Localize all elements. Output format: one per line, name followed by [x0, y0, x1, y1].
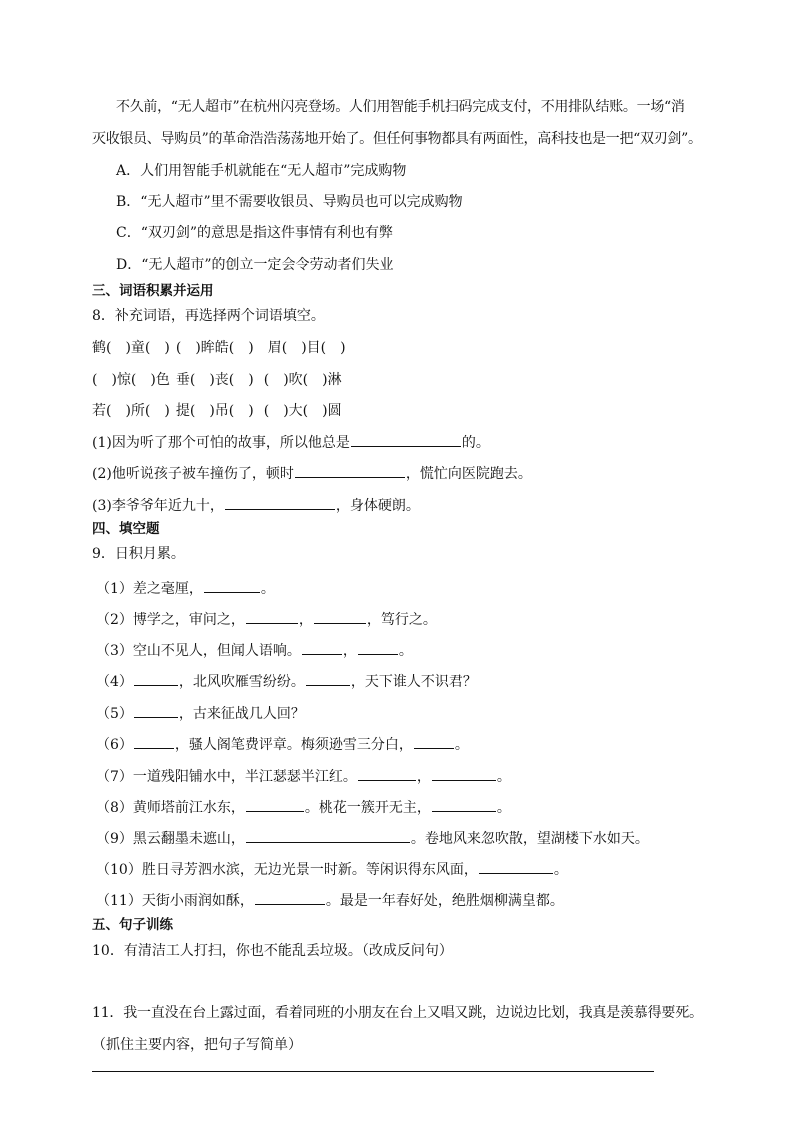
- poem-item-5: （5） ，古来征战几人回？: [96, 703, 305, 723]
- poem-item-4: （4） ，北风吹雁雪纷纷。 ，天下谁人不识君？: [96, 671, 477, 691]
- answer-blank[interactable]: [204, 578, 260, 593]
- poem-item-3: （3）空山不见人，但闻人语响。 ， 。: [96, 640, 413, 660]
- answer-blank[interactable]: [246, 609, 298, 624]
- option-a[interactable]: A．人们用智能手机就能在“无人超市”完成购物: [116, 163, 407, 179]
- answer-blank[interactable]: [351, 432, 461, 447]
- answer-blank[interactable]: [134, 734, 174, 749]
- poem-item-10: （10）胜日寻芳泗水滨，无边光景一时新。等闲识得东风面， 。: [96, 859, 568, 879]
- answer-blank[interactable]: [479, 859, 553, 874]
- answer-blank[interactable]: [255, 890, 325, 905]
- answer-blank[interactable]: [314, 609, 366, 624]
- answer-blank[interactable]: [246, 828, 410, 843]
- answer-blank[interactable]: [134, 671, 178, 686]
- answer-blank[interactable]: [306, 671, 350, 686]
- fill-sentence-2: (2)他听说孩子被车撞伤了，顿时 ，慌忙向医院跑去。: [92, 463, 532, 483]
- question-10: 10．有清洁工人打扫，你也不能乱丢垃圾。（改成反问句）: [92, 943, 453, 959]
- poem-item-11: （11）天街小雨润如酥， 。最是一年春好处，绝胜烟柳满皇都。: [96, 890, 564, 910]
- passage-line-2: 灭收银员、导购员”的革命浩浩荡荡地开始了。但任何事物都具有两面性，高科技也是一把“双刃剑”。: [92, 131, 702, 147]
- section-3-heading: 三、词语积累并运用: [92, 283, 214, 299]
- answer-blank[interactable]: [302, 640, 342, 655]
- question-11: 11．我一直没在台上露过面，看着同班的小朋友在台上又唱又跳，边说边比划，我真是羡慕得要死。: [92, 1005, 703, 1021]
- poem-item-1: （1）差之毫厘， 。: [96, 578, 275, 598]
- poem-item-6: （6） ，骚人阁笔费评章。梅须逊雪三分白， 。: [96, 734, 469, 754]
- answer-line[interactable]: [92, 1071, 654, 1072]
- fill-sentence-3: (3)李爷爷年近九十， ，身体硬朗。: [92, 495, 420, 515]
- question-8: 8．补充词语，再选择两个词语填空。: [92, 308, 325, 324]
- answer-blank[interactable]: [358, 640, 398, 655]
- passage-line-1: 不久前，“无人超市”在杭州闪亮登场。人们用智能手机扫码完成支付，不用排队结账。一场“消: [116, 99, 685, 115]
- poem-item-9: （9）黑云翻墨未遮山， 。卷地风来忽吹散，望湖楼下水如天。: [96, 828, 649, 848]
- answer-blank[interactable]: [225, 495, 335, 510]
- answer-blank[interactable]: [358, 766, 416, 781]
- section-4-heading: 四、填空题: [92, 521, 160, 537]
- idiom-row-1: 鹤( )童( ) ( )眸皓( ) 眉( )目( ): [92, 340, 346, 356]
- answer-blank[interactable]: [134, 703, 178, 718]
- idiom-row-2: ( )惊( )色 垂( )丧( ) ( )吹( )淋: [92, 372, 342, 388]
- poem-item-7: （7）一道残阳铺水中，半江瑟瑟半江红。 ， 。: [96, 766, 511, 786]
- answer-blank[interactable]: [432, 766, 496, 781]
- section-5-heading: 五、句子训练: [92, 917, 173, 933]
- answer-blank[interactable]: [414, 734, 454, 749]
- poem-item-2: （2）博学之，审问之， ， ，笃行之。: [96, 609, 437, 629]
- option-b[interactable]: B．“无人超市”里不需要收银员、导购员也可以完成购物: [116, 194, 463, 210]
- question-9: 9．日积月累。: [92, 546, 185, 562]
- fill-sentence-1: (1)因为听了那个可怕的故事，所以他总是 的。: [92, 432, 490, 452]
- poem-item-8: （8）黄师塔前江水东， 。桃花一簇开无主， 。: [96, 797, 511, 817]
- answer-blank[interactable]: [295, 463, 405, 478]
- option-c[interactable]: C．“双刃剑”的意思是指这件事情有利也有弊: [116, 225, 394, 241]
- idiom-row-3: 若( )所( ) 提( )吊( ) ( )大( )圆: [92, 403, 342, 419]
- option-d[interactable]: D．“无人超市”的创立一定会令劳动者们失业: [116, 257, 394, 273]
- question-11-note: （抓住主要内容，把句子写简单）: [92, 1037, 302, 1053]
- answer-blank[interactable]: [246, 797, 304, 812]
- answer-blank[interactable]: [432, 797, 496, 812]
